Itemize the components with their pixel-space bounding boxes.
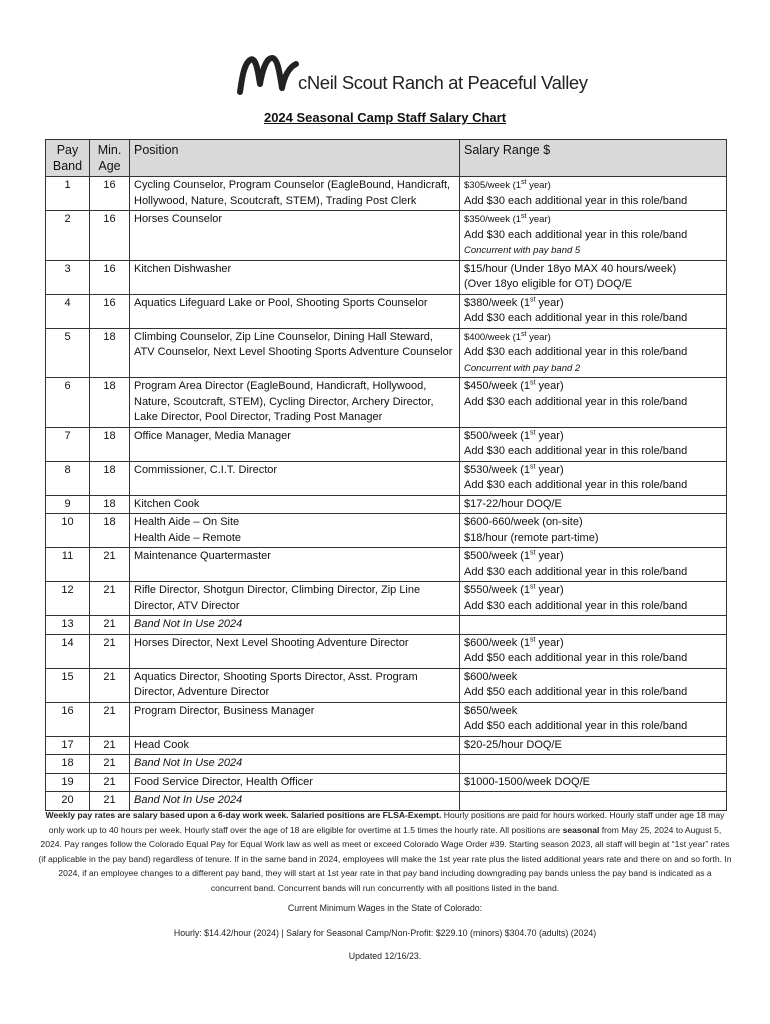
salary-range-cell	[460, 668, 727, 702]
salary-line: $500/week (1st year)	[464, 549, 564, 562]
footnote-seasonal: seasonal	[562, 824, 600, 835]
pay-band-cell: 12	[46, 582, 90, 616]
pay-band-cell: 19	[46, 773, 90, 792]
table-row	[46, 177, 727, 211]
salary-range-cell	[460, 177, 727, 211]
table-row	[46, 616, 727, 635]
min-age-cell: 21	[90, 548, 130, 582]
min-age-cell: 18	[90, 378, 130, 428]
table-row	[46, 294, 727, 328]
pay-band-cell: 11	[46, 548, 90, 582]
salary-line: Add $50 each additional year in this role/band	[464, 652, 688, 664]
position-cell	[130, 294, 460, 328]
pay-band-cell: 10	[46, 514, 90, 548]
position-text: Food Service Director, Health Officer	[134, 775, 313, 788]
salary-range-cell	[460, 514, 727, 548]
salary-line: Concurrent with pay band 2	[464, 362, 581, 374]
min-age-cell: 21	[90, 736, 130, 755]
table-row	[46, 211, 727, 261]
salary-line: $17-22/hour DOQ/E	[464, 497, 562, 510]
position-cell	[130, 427, 460, 461]
position-text: Band Not In Use 2024	[134, 618, 243, 630]
min-age-cell: 18	[90, 495, 130, 514]
position-cell	[130, 514, 460, 548]
salary-line: Add $30 each additional year in this role/band	[464, 228, 688, 241]
position-cell	[130, 773, 460, 792]
salary-range-cell	[460, 378, 727, 428]
salary-line: $450/week (1st year)	[464, 379, 564, 392]
salary-range-cell	[460, 427, 727, 461]
salary-line: $530/week (1st year)	[464, 462, 564, 476]
header-salary-range: Salary Range $	[460, 140, 727, 177]
salary-line: $400/week (1st year)	[464, 330, 551, 343]
salary-range-cell	[460, 755, 727, 774]
position-text: Program Director, Business Manager	[134, 704, 315, 717]
table-row	[46, 495, 727, 514]
page-title: 2024 Seasonal Camp Staff Salary Chart	[263, 110, 507, 125]
position-cell	[130, 378, 460, 428]
position-text: Maintenance Quartermaster	[134, 550, 271, 562]
position-text: Office Manager, Media Manager	[134, 429, 291, 442]
salary-line: Add $50 each additional year in this role/band	[464, 720, 688, 732]
position-cell	[130, 702, 460, 736]
position-text: Rifle Director, Shotgun Director, Climbing Director, Zip Line Director, ATV Director	[134, 584, 421, 612]
header-min-age: Min. Age	[90, 140, 130, 177]
min-age-cell: 21	[90, 668, 130, 702]
updated-date: Updated 12/16/23.	[348, 951, 422, 961]
footnote-part1: Hourly positions are paid for hours worked. Hourly staff under age 18 may only work up to 40 hours per week. Hourly staff over the age of 18 are eligible for overtime at 1.5 times the hourly rate. All positions are	[48, 810, 725, 835]
table-row	[46, 260, 727, 294]
salary-line: $600/week (1st year)	[464, 635, 564, 649]
mcneil-logo-mark-icon	[236, 52, 306, 96]
position-cell	[130, 548, 460, 582]
salary-line: $15/hour (Under 18yo MAX 40 hours/week)	[464, 262, 677, 275]
header-pay-band: Pay Band	[46, 140, 90, 177]
salary-line: Add $30 each additional year in this role/band	[464, 346, 688, 358]
position-text: Kitchen Cook	[134, 497, 200, 510]
salary-range-cell	[460, 773, 727, 792]
pay-band-cell: 14	[46, 634, 90, 668]
salary-line: Add $30 each additional year in this role/band	[464, 445, 688, 457]
pay-band-cell: 17	[46, 736, 90, 755]
table-row	[46, 736, 727, 755]
salary-range-cell	[460, 702, 727, 736]
logo-text: cNeil Scout Ranch at Peaceful Valley	[298, 72, 588, 93]
position-text: Aquatics Lifeguard Lake or Pool, Shooting Sports Counselor	[134, 296, 428, 309]
salary-range-cell	[460, 634, 727, 668]
salary-line: $550/week (1st year)	[464, 583, 564, 596]
position-cell	[130, 177, 460, 211]
pay-band-cell: 13	[46, 616, 90, 635]
salary-range-cell	[460, 461, 727, 495]
table-header-row	[46, 140, 727, 177]
position-cell	[130, 616, 460, 635]
pay-band-cell: 5	[46, 328, 90, 378]
table-row	[46, 328, 727, 378]
salary-line: Add $30 each additional year in this role/band	[464, 599, 688, 612]
pay-band-cell: 2	[46, 211, 90, 261]
table-row	[46, 634, 727, 668]
min-age-cell: 21	[90, 755, 130, 774]
position-cell	[130, 495, 460, 514]
salary-table	[45, 139, 727, 811]
position-text: Health Aide – On Site	[134, 516, 240, 528]
salary-range-cell	[460, 616, 727, 635]
salary-line: $18/hour (remote part-time)	[464, 531, 599, 544]
salary-line: Add $30 each additional year in this role/band	[464, 479, 688, 491]
pay-band-cell: 1	[46, 177, 90, 211]
salary-range-cell	[460, 495, 727, 514]
pay-band-cell: 9	[46, 495, 90, 514]
position-cell	[130, 634, 460, 668]
min-age-cell: 16	[90, 260, 130, 294]
table-row	[46, 548, 727, 582]
position-text: Program Area Director (EagleBound, Handicraft, Hollywood, Nature, Scoutcraft, STEM), Cycling Director, Archery Director, Lake Director, Pool Director, Trading Post Manager	[134, 380, 434, 423]
salary-line: $380/week (1st year)	[464, 295, 564, 309]
table-row	[46, 378, 727, 428]
salary-range-cell	[460, 582, 727, 616]
salary-line: Add $50 each additional year in this role/band	[464, 686, 688, 698]
table-row	[46, 668, 727, 702]
position-text: Cycling Counselor, Program Counselor (EagleBound, Handicraft, Hollywood, Nature, Scoutcraft, STEM), Trading Post Clerk	[134, 179, 451, 207]
salary-range-cell	[460, 328, 727, 378]
min-age-cell: 16	[90, 211, 130, 261]
salary-line: (Over 18yo eligible for OT) DOQ/E	[464, 278, 633, 290]
pay-policy-footnote	[38, 808, 732, 896]
position-text: Aquatics Director, Shooting Sports Director, Asst. Program Director, Adventure Director	[134, 670, 418, 698]
position-cell	[130, 736, 460, 755]
salary-line: Add $30 each additional year in this role/band	[464, 194, 688, 207]
position-cell	[130, 461, 460, 495]
pay-band-cell: 4	[46, 294, 90, 328]
min-age-cell: 21	[90, 582, 130, 616]
minimum-wages-heading: Current Minimum Wages in the State of Colorado:	[287, 903, 483, 913]
salary-line: $350/week (1st year)	[464, 212, 551, 225]
min-age-cell: 18	[90, 514, 130, 548]
pay-band-cell: 16	[46, 702, 90, 736]
position-cell	[130, 328, 460, 378]
footnote-part2: from May 25, 2024 to August 5, 2024. Pay ranges follow the Colorado Equal Pay for Equal Work law as well as meet or exceed Colorado Wage Order #39. Starting season 2023, all staff will begin at “1st year” rates (if applicable in the pay band) regardless of tenure. If in the same band in 2024, employees will make the 1st year rate plus the listed additional years rate and there on and so forth. In 2024, if an employee changes to a different pay band, they will start at 1st year rate in that pay band including downgrading pay bands unless the pay band is indicated as a concurrent band. Concurrent bands will run concurrently with all positions listed in the band.	[38, 824, 732, 893]
table-row	[46, 427, 727, 461]
pay-band-cell: 6	[46, 378, 90, 428]
salary-range-cell	[460, 548, 727, 582]
salary-line: $1000-1500/week DOQ/E	[464, 775, 590, 788]
salary-line: $305/week (1st year)	[464, 178, 551, 191]
table-row	[46, 702, 727, 736]
pay-band-cell: 7	[46, 427, 90, 461]
position-text: Horses Director, Next Level Shooting Adventure Director	[134, 636, 409, 649]
position-cell	[130, 582, 460, 616]
position-cell	[130, 260, 460, 294]
header-position: Position	[130, 140, 460, 177]
salary-range-cell	[460, 294, 727, 328]
min-age-cell: 16	[90, 177, 130, 211]
salary-line: $600-660/week (on-site)	[464, 516, 583, 528]
pay-band-cell: 8	[46, 461, 90, 495]
salary-line: $500/week (1st year)	[464, 428, 564, 442]
position-cell	[130, 211, 460, 261]
salary-line: Add $30 each additional year in this role/band	[464, 312, 688, 324]
salary-range-cell	[460, 736, 727, 755]
min-age-cell: 21	[90, 773, 130, 792]
salary-line: $20-25/hour DOQ/E	[464, 738, 562, 751]
min-age-cell: 21	[90, 616, 130, 635]
footnote-bold-lead: Weekly pay rates are salary based upon a 6-day work week. Salaried positions are FLSA-Exempt.	[45, 810, 442, 820]
table-row	[46, 514, 727, 548]
salary-range-cell	[460, 211, 727, 261]
salary-line: $600/week	[464, 670, 518, 683]
salary-range-cell	[460, 260, 727, 294]
position-text: Horses Counselor	[134, 213, 223, 225]
min-age-cell: 21	[90, 702, 130, 736]
position-text: Commissioner, C.I.T. Director	[134, 463, 278, 476]
position-text: Head Cook	[134, 738, 190, 751]
min-age-cell: 18	[90, 328, 130, 378]
salary-line: Add $30 each additional year in this role/band	[464, 565, 688, 578]
min-age-cell: 18	[90, 427, 130, 461]
pay-band-cell: 3	[46, 260, 90, 294]
pay-band-cell: 20	[46, 792, 90, 811]
min-age-cell: 21	[90, 634, 130, 668]
position-cell	[130, 668, 460, 702]
table-row	[46, 461, 727, 495]
logo	[236, 50, 588, 98]
salary-line: Add $30 each additional year in this role/band	[464, 395, 688, 408]
position-text: Band Not In Use 2024	[134, 794, 243, 806]
position-text: Health Aide – Remote	[134, 531, 242, 544]
table-row	[46, 773, 727, 792]
min-age-cell: 18	[90, 461, 130, 495]
table-row	[46, 582, 727, 616]
position-text: Climbing Counselor, Zip Line Counselor, Dining Hall Steward, ATV Counselor, Next Level Shooting Sports Adventure Counselor	[134, 330, 453, 358]
salary-line: Concurrent with pay band 5	[464, 245, 581, 256]
position-text: Band Not In Use 2024	[134, 757, 243, 769]
min-age-cell: 21	[90, 792, 130, 811]
salary-line: $650/week	[464, 704, 518, 717]
pay-band-cell: 15	[46, 668, 90, 702]
minimum-wages-line: Hourly: $14.42/hour (2024) | Salary for Seasonal Camp/Non-Profit: $229.10 (minors) $304.70 (adults) (2024)	[173, 928, 597, 938]
table-row	[46, 755, 727, 774]
position-cell	[130, 755, 460, 774]
min-age-cell: 16	[90, 294, 130, 328]
position-text: Kitchen Dishwasher	[134, 262, 232, 275]
pay-band-cell: 18	[46, 755, 90, 774]
